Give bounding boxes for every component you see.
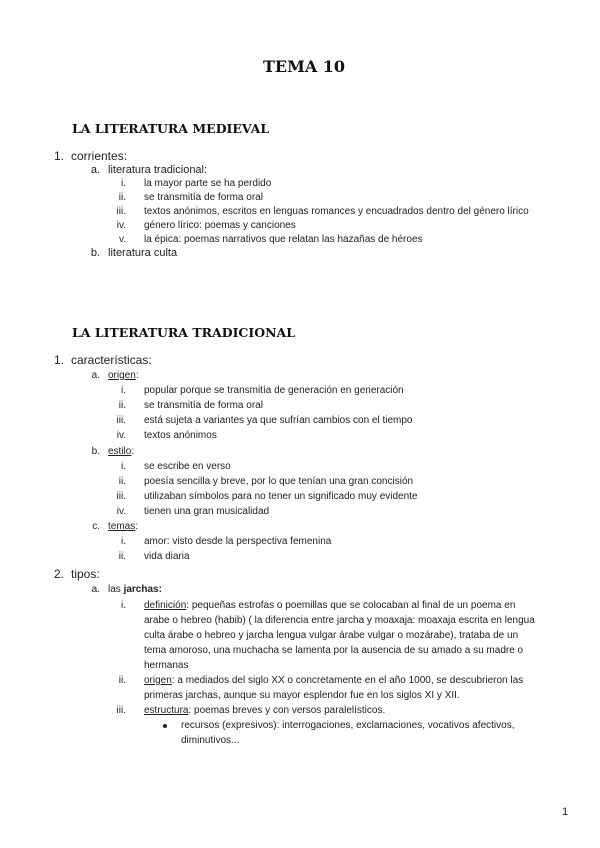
estructura-text: : poemas breves y con versos paralelísticos. xyxy=(188,705,386,716)
estructura-line xyxy=(144,705,385,716)
list-roman: iii. xyxy=(116,415,126,426)
list-item-caracteristicas: características: xyxy=(71,353,152,367)
definicion-line: arabe o hebreo (habib) ( la diferencia entre jarcha y moaxaja: moaxaja escrita en lengua xyxy=(144,615,535,626)
bullet-dot xyxy=(163,724,167,728)
list-item: género lírico: poemas y canciones xyxy=(144,220,296,231)
subheading-origen: origen: xyxy=(108,370,139,381)
section-heading-literatura-tradicional: LA LITERATURA TRADICIONAL xyxy=(72,325,296,340)
list-item: textos anónimos xyxy=(144,430,217,441)
list-roman: i. xyxy=(121,178,126,189)
list-item-corrientes: corrientes: xyxy=(71,149,128,163)
list-roman: iv. xyxy=(116,506,126,517)
list-item: está sujeta a variantes ya que sufrían cambios con el tiempo xyxy=(144,415,413,426)
list-item-literatura-tradicional: literatura tradicional: xyxy=(108,164,208,176)
list-roman: ii. xyxy=(118,551,126,562)
definicion-line: culta árabe o hebreo y jarcha lengua vulgar árabe vulgar o mozárabe), trataba de un xyxy=(144,630,519,641)
list-item: tienen una gran musicalidad xyxy=(144,506,270,517)
origen-label: origen xyxy=(108,370,136,381)
definicion-line: hermanas xyxy=(144,660,189,671)
list-number: 2. xyxy=(53,567,64,581)
list-roman: i. xyxy=(121,600,126,611)
list-item: utilizaban símbolos para no tener un significado muy evidente xyxy=(144,491,418,502)
estructura-label: estructura xyxy=(144,705,189,716)
list-letter: c. xyxy=(92,521,100,532)
list-number: 1. xyxy=(53,149,64,163)
list-roman: ii. xyxy=(118,675,126,686)
list-item: se escribe en verso xyxy=(144,461,231,472)
origen-line xyxy=(144,675,523,686)
bullet-item-recursos: recursos (expresivos): interrogaciones, exclamaciones, vocativos afectivos, xyxy=(181,720,515,731)
definicion-line xyxy=(144,600,515,611)
bullet-item-continuation: diminutivos... xyxy=(181,735,240,746)
definicion-line: tema amoroso, una muchacha se lamenta por la ausencia de su amado a su madre o xyxy=(144,645,524,656)
list-roman: iv. xyxy=(116,430,126,441)
list-roman: iii. xyxy=(116,206,126,217)
list-item: la mayor parte se ha perdido xyxy=(144,178,272,189)
section-heading-literatura-medieval: LA LITERATURA MEDIEVAL xyxy=(72,121,270,136)
list-item: poesía sencilla y breve, por lo que tenían una gran concisión xyxy=(144,476,414,487)
list-item-tipos: tipos: xyxy=(71,567,100,581)
list-letter: a. xyxy=(91,370,100,381)
subheading-jarchas xyxy=(108,584,162,595)
list-roman: iii. xyxy=(116,705,126,716)
list-roman: v. xyxy=(118,234,126,245)
list-letter: b. xyxy=(90,247,100,259)
estilo-label: estilo xyxy=(108,446,132,457)
list-letter: b. xyxy=(91,446,100,457)
page-title: TEMA 10 xyxy=(263,57,346,76)
list-letter: a. xyxy=(91,584,100,595)
origen-line: primeras jarchas, aunque su mayor esplendor fue en los siglos XI y XII. xyxy=(144,690,460,701)
jarchas-origen-label: origen xyxy=(144,675,172,686)
list-letter: a. xyxy=(90,164,100,176)
list-roman: ii. xyxy=(118,476,126,487)
list-item: amor: visto desde la perspectiva femenina xyxy=(144,536,332,547)
list-item-literatura-culta: literatura culta xyxy=(108,247,178,259)
list-item: la épica: poemas narrativos que relatan las hazañas de héroes xyxy=(144,234,423,245)
page-number: 1 xyxy=(562,806,569,818)
list-item: textos anónimos, escritos en lenguas romances y encuadrados dentro del género lírico xyxy=(144,206,529,217)
list-item: se transmitía de forma oral xyxy=(144,400,263,411)
list-roman: iii. xyxy=(116,491,126,502)
definicion-label: definición xyxy=(144,600,187,611)
list-roman: i. xyxy=(121,536,126,547)
list-roman: i. xyxy=(121,461,126,472)
list-number: 1. xyxy=(53,353,64,367)
definicion-text: : pequeñas estrofas o poemillas que se colocaban al final de un poema en xyxy=(186,600,516,611)
subheading-temas: temas: xyxy=(108,521,139,532)
jarchas-origen-text: : a mediados del siglo XX o concretamente en el año 1000, se descubrieron las xyxy=(171,675,524,686)
list-roman: i. xyxy=(121,385,126,396)
temas-label: temas xyxy=(108,521,136,532)
list-roman: ii. xyxy=(118,400,126,411)
list-roman: iv. xyxy=(116,220,126,231)
subheading-estilo: estilo: xyxy=(108,446,135,457)
list-item: popular porque se transmitía de generación en generación xyxy=(144,385,404,396)
list-item: vida diaria xyxy=(144,551,190,562)
list-item: se transmitía de forma oral xyxy=(144,192,263,203)
jarchas-prefix: las xyxy=(108,584,124,595)
jarchas-label: jarchas: xyxy=(123,584,162,595)
list-roman: ii. xyxy=(118,192,126,203)
